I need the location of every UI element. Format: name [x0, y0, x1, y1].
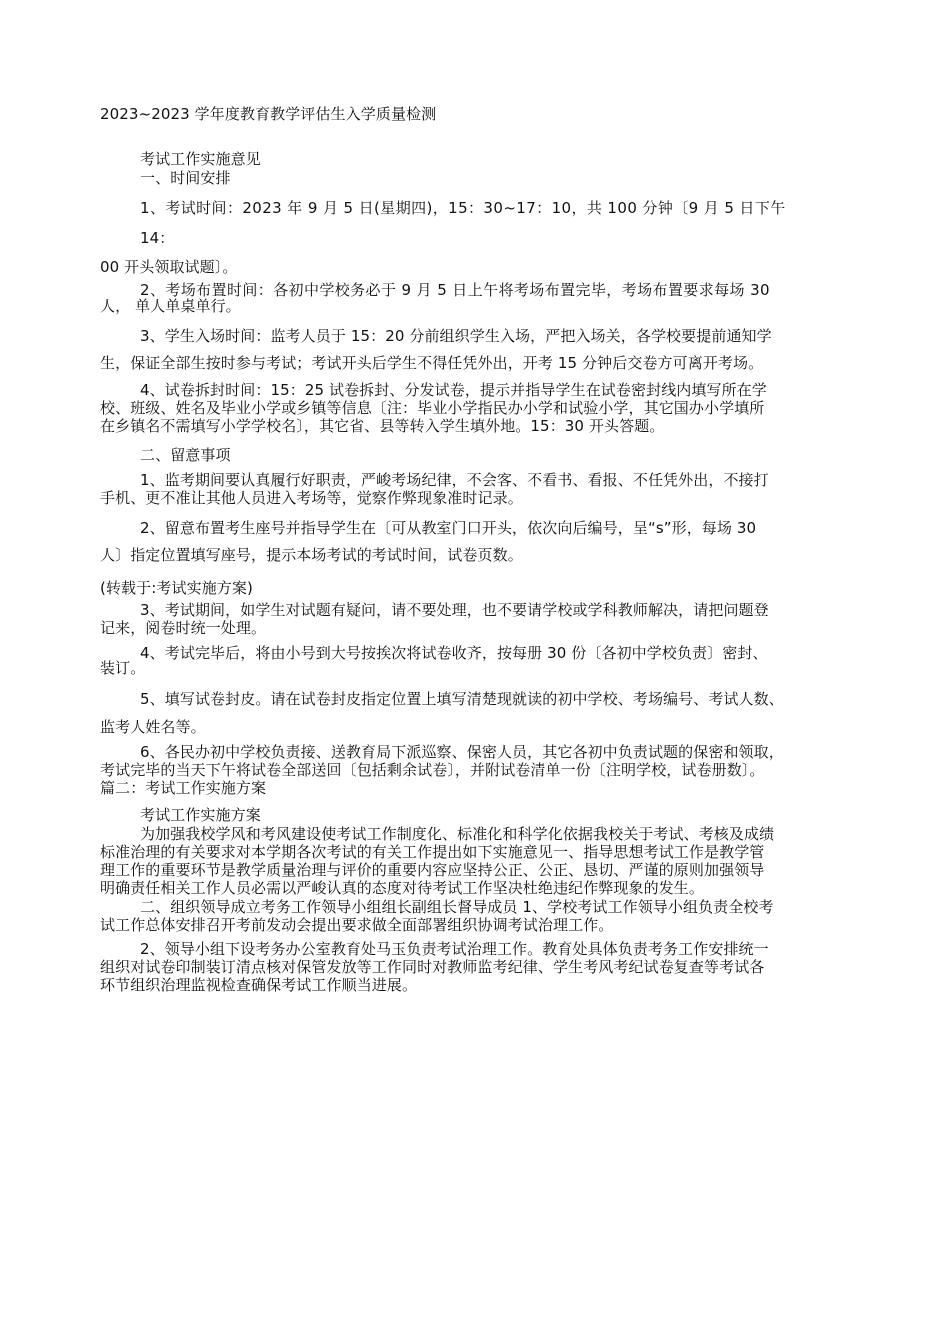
section-heading: 一、时间安排 [140, 169, 231, 187]
text-line: 装订。 [100, 659, 146, 677]
section-subtitle: 考试工作实施方案 [140, 806, 261, 824]
text-line: 标准治理的有关要求对本学期各次考试的有关工作提出如下实施意见一、指导思想考试工作是教学管 [100, 843, 765, 861]
text-line: 记来，阅卷时统一处理。 [100, 619, 267, 637]
text-line: 为加强我校学风和考风建设使考试工作制度化、标准化和科学化依据我校关于考试、考核及成绩 [140, 825, 775, 843]
text-line: 组织对试卷印制装订清点核对保管发放等工作同时对教师监考纪律、学生考风考纪试卷复查等考试各 [100, 958, 765, 976]
text-line: 校、班级、姓名及毕业小学或乡镇等信息〔注：毕业小学指民办小学和试验小学，其它国办小学填所 [100, 399, 765, 417]
text-line: 3、学生入场时间：监考人员于 15：20 分前组织学生入场，严把入场关，各学校要提前通知学 [140, 327, 772, 345]
text-line: 4、试卷拆封时间：15：25 试卷拆封、分发试卷，提示并指导学生在试卷密封线内填写所在学 [140, 381, 767, 399]
text-line: 2、留意布置考生座号并指导学生在〔可从教室门口开头，依次向后编号，呈“s”形，每场 30 [140, 519, 757, 537]
document-title: 2023~2023 学年度教育教学评估生入学质量检测 [100, 105, 437, 123]
text-line: 3、考试期间，如学生对试题有疑问，请不要处理，也不要请学校或学科教师解决，请把问题登 [140, 601, 769, 619]
section-heading: 篇二：考试工作实施方案 [100, 779, 267, 797]
text-line: 环节组织治理监视检查确保考试工作顺当进展。 [100, 976, 418, 994]
text-line: 生，保证全部生按时参与考试；考试开头后学生不得任凭外出，开考 15 分钟后交卷方可离开考场。 [100, 354, 764, 372]
text-line: 手机、更不准让其他人员进入考场等，觉察作弊现象准时记录。 [100, 489, 523, 507]
text-line: 在乡镇名不需填写小学学校名〕，其它省、县等转入学生填外地。15：30 开头答题。 [100, 417, 665, 435]
text-line: 4、考试完毕后，将由小号到大号按挨次将试卷收齐，按每册 30 份〔各初中学校负责〕密封、 [140, 644, 768, 662]
text-line: 人， 单人单桌单行。 [100, 297, 241, 315]
text-line: 2、考场布置时间：各初中学校务必于 9 月 5 日上午将考场布置完毕，考场布置要求每场 30 [140, 281, 770, 299]
text-line: 1、考试时间：2023 年 9 月 5 日(星期四)，15：30~17：10，共 100 分钟〔9 月 5 日下午 [140, 199, 786, 217]
text-line: 监考人姓名等。 [100, 718, 206, 736]
text-line: 考试工作实施意见 [140, 150, 261, 168]
text-line: 2、领导小组下设考务办公室教育处马玉负责考试治理工作。教育处具体负责考务工作安排统一 [140, 940, 769, 958]
text-line: 二、组织领导成立考务工作领导小组组长副组长督导成员 1、学校考试工作领导小组负责全校考 [140, 898, 774, 916]
section-heading: 二、留意事项 [140, 446, 231, 464]
text-line: 5、填写试卷封皮。请在试卷封皮指定位置上填写清楚现就读的初中学校、考场编号、考试人数、 [140, 690, 784, 708]
text-line: 人〕指定位置填写座号，提示本场考试的考试时间，试卷页数。 [100, 546, 523, 564]
source-note: (转载于:考试实施方案) [100, 579, 253, 597]
text-line: 14： [140, 229, 175, 247]
text-line: 1、监考期间要认真履行好职责，严峻考场纪律，不会客、不看书、看报、不任凭外出，不接打 [140, 471, 769, 489]
text-line: 6、各民办初中学校负责接、送教育局下派巡察、保密人员，其它各初中负责试题的保密和领取， [140, 743, 784, 761]
text-line: 明确责任相关工作人员必需以严峻认真的态度对待考试工作坚决杜绝违纪作弊现象的发生。 [100, 879, 705, 897]
text-line: 考试完毕的当天下午将试卷全部送回〔包括剩余试卷〕，并附试卷清单一份〔注明学校，试卷册数〕。 [100, 761, 765, 779]
text-line: 理工作的重要环节是教学质量治理与评价的重要内容应坚持公正、公正、恳切、严谨的原则加强领导 [100, 861, 765, 879]
text-line: 试工作总体安排召开考前发动会提出要求做全面部署组织协调考试治理工作。 [100, 916, 614, 934]
text-line: 00 开头领取试题〕。 [100, 258, 238, 276]
